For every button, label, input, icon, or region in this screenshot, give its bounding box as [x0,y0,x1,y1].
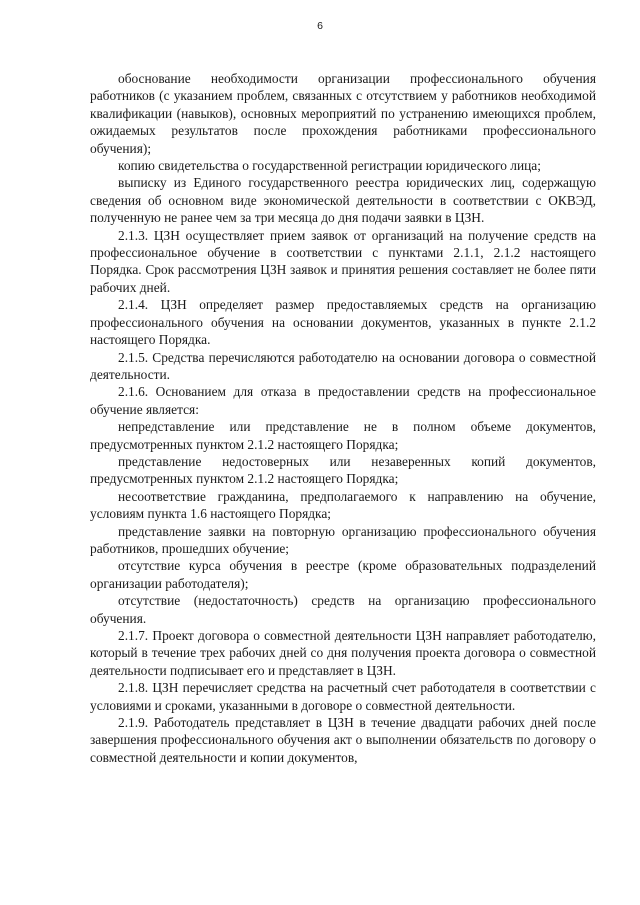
paragraph: представление недостоверных или незаверенных копий документов, предусмотренных пунктом 2.1.2 настоящего Порядка; [90,453,596,487]
document-body [90,70,596,766]
paragraph: 2.1.4. ЦЗН определяет размер предоставляемых средств на организацию профессионального обучения на основании документов, указанных в пункте 2.1.2 настоящего Порядка. [90,297,596,348]
paragraph: 2.1.5. Средства перечисляются работодателю на основании договора о совместной деятельности. [90,349,596,382]
paragraph: выписку из Единого государственного реестра юридических лиц, содержащую сведения об основном виде экономической деятельности в соответствии с ОКВЭД, полученную не ранее чем за три месяца до дня подачи заявки в ЦЗН. [90,175,596,226]
paragraph: непредставление или представление не в полном объеме документов, предусмотренных пунктом 2.1.2 настоящего Порядка; [90,419,596,452]
paragraph: представление заявки на повторную организацию профессионального обучения работников, прошедших обучение; [90,523,596,556]
paragraph: копию свидетельства о государственной регистрации юридического лица; [118,158,541,174]
paragraph: 2.1.8. ЦЗН перечисляет средства на расчетный счет работодателя в соответствии с условиями и сроками, указанными в договоре о совместной деятельности. [90,680,596,713]
paragraph: 2.1.9. Работодатель представляет в ЦЗН в течение двадцати рабочих дней после завершения профессионального обучения акт о выполнении обязательств по договору о совместной деятельности и копии документов, [90,715,596,765]
paragraph: отсутствие курса обучения в реестре (кроме образовательных подразделений организации работодателя); [90,558,596,591]
paragraph: 2.1.6. Основанием для отказа в предоставлении средств на профессиональное обучение является: [90,384,596,417]
paragraph: отсутствие (недостаточность) средств на организацию профессионального обучения. [90,593,596,626]
page-number: 6 [317,20,323,32]
paragraph: 2.1.3. ЦЗН осуществляет прием заявок от организаций на получение средств на профессиональное обучение в соответствии с пунктами 2.1.1, 2.1.2 настоящего Порядка. Срок рассмотрения ЦЗН заявок и принятия решения составляет не более пяти рабочих дней. [90,227,596,295]
paragraph: несоответствие гражданина, предполагаемого к направлению на обучение, условиям пункта 1.6 настоящего Порядка; [90,488,596,522]
paragraph: 2.1.7. Проект договора о совместной деятельности ЦЗН направляет работодателю, который в течение трех рабочих дней со дня получения проекта договора о совместной деятельности подписывает его и представляет в ЦЗН. [90,628,596,678]
paragraph: обоснование необходимости организации профессионального обучения работников (с указанием проблем, связанных с отсутствием у работников необходимой квалификации (навыков), основных мероприятий по устранению имеющихся проблем, ожидаемых результатов после прохождения работниками профессионального обучения); [90,71,596,156]
